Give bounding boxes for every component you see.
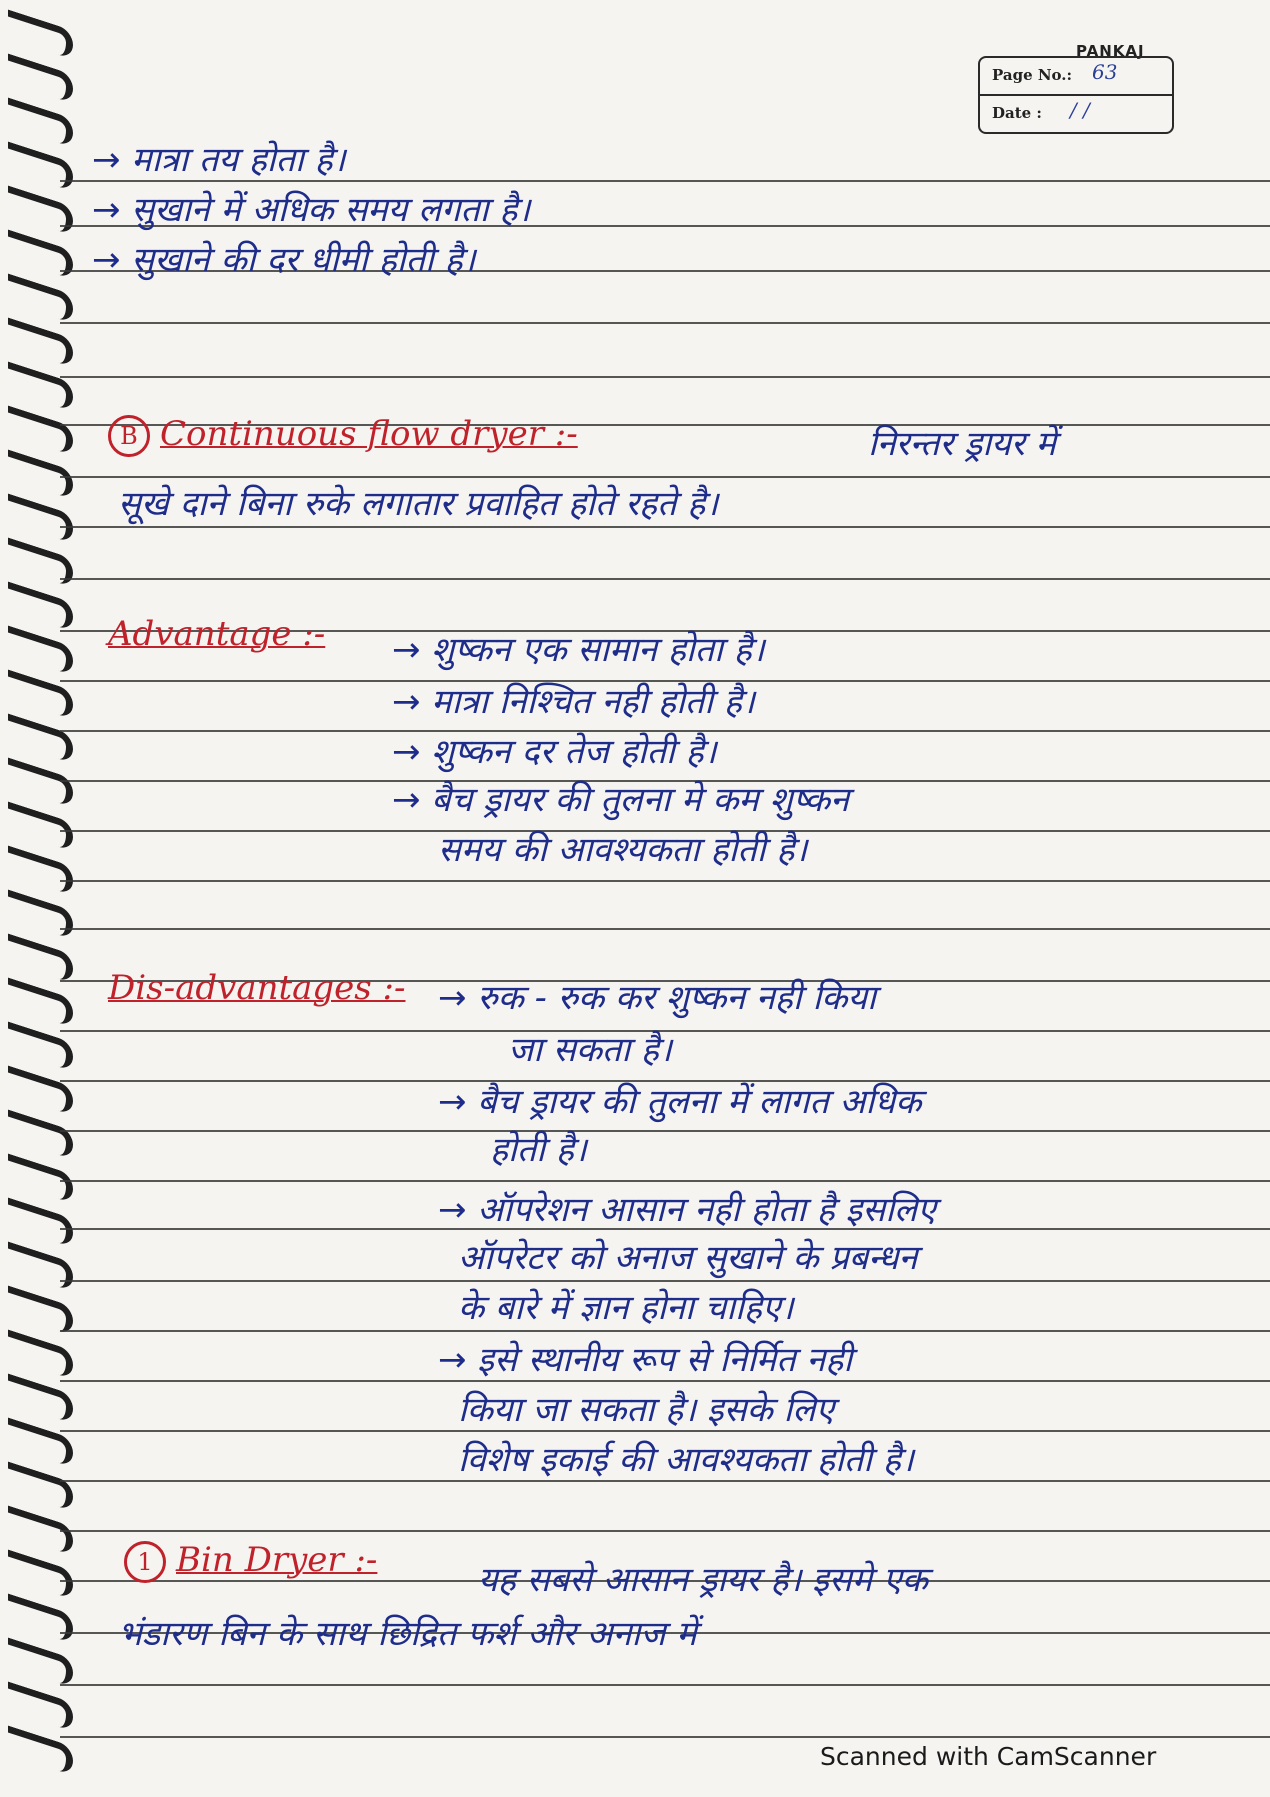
ruled-line [60,1430,1270,1432]
ruled-line [60,1736,1270,1738]
note-line: → इसे स्थानीय रूप से निर्मित नही [438,1340,853,1380]
spiral-coil [8,449,73,499]
spiral-coil [8,669,73,719]
note-line: निरन्तर ड्रायर में [868,424,1056,464]
spiral-coil [8,625,73,675]
spiral-coil [8,1109,73,1159]
spiral-coil [8,1417,73,1467]
note-line: → शुष्कन एक सामान होता है। [392,630,765,670]
spiral-coil [8,1285,73,1335]
note-line: → बैच ड्रायर की तुलना में लागत अधिक [438,1082,922,1122]
spiral-coil [8,317,73,367]
ruled-line [60,1280,1270,1282]
note-line: यह सबसे आसान ड्रायर है। इसमे एक [478,1560,928,1600]
note-line: → रुक - रुक कर शुष्कन नही किया [438,978,876,1018]
spiral-coil [8,581,73,631]
ruled-line [60,1380,1270,1382]
note-line: विशेष इकाई की आवश्यकता होती है। [458,1440,914,1480]
ruled-line [60,322,1270,324]
note-line: → बैच ड्रायर की तुलना मे कम शुष्कन [392,780,849,820]
section-b-heading-row [108,414,578,457]
spiral-coil [8,53,73,103]
note-line: होती है। [490,1130,587,1170]
spiral-coil [8,97,73,147]
ruled-line [60,1130,1270,1132]
spiral-coil [8,9,73,59]
ruled-line [60,578,1270,580]
spiral-coil [8,273,73,323]
page-no-label: Page No.: [992,66,1073,84]
notebook-brand: PANKAJ [1072,42,1149,60]
section-b-marker: B [108,415,150,457]
note-line: → ऑपरेशन आसान नही होता है इसलिए [438,1190,936,1230]
ruled-line [60,880,1270,882]
spiral-coil [8,1725,73,1775]
spiral-coil [8,757,73,807]
note-line: → सुखाने में अधिक समय लगता है। [92,190,531,230]
spiral-coil [8,405,73,455]
spiral-coil [8,1593,73,1643]
note-line: → मात्रा निश्चित नही होती है। [392,682,755,722]
note-line: → मात्रा तय होता है। [92,140,346,180]
spiral-coil [8,1153,73,1203]
note-line: सूखे दाने बिना रुके लगातार प्रवाहित होते रहते है। [118,484,719,524]
page-info-box [978,56,1174,134]
spiral-coil [8,1197,73,1247]
spiral-coil [8,1241,73,1291]
spiral-coil [8,1329,73,1379]
ruled-line [60,476,1270,478]
note-line: → शुष्कन दर तेज होती है। [392,732,717,772]
scanner-watermark: Scanned with CamScanner [820,1742,1157,1771]
spiral-coil [8,493,73,543]
spiral-coil [8,361,73,411]
spiral-coil [8,1549,73,1599]
ruled-line [60,180,1270,182]
advantage-heading: Advantage :- [108,614,326,654]
bin-dryer-heading: Bin Dryer :- [176,1540,378,1580]
spiral-coil [8,801,73,851]
ruled-line [60,376,1270,378]
spiral-coil [8,185,73,235]
disadvantage-heading: Dis-advantages :- [108,968,406,1008]
spiral-coil [8,537,73,587]
note-line: भंडारण बिन के साथ छिद्रित फर्श और अनाज में [118,1614,697,1654]
spiral-coil [8,141,73,191]
spiral-coil [8,713,73,763]
date-value: / / [1070,98,1090,122]
spiral-coil [8,229,73,279]
note-line: ऑपरेटर को अनाज सुखाने के प्रबन्धन [458,1238,918,1278]
ruled-line [60,1530,1270,1532]
date-label: Date : [992,104,1042,122]
ruled-line [60,1480,1270,1482]
section-b-heading: Continuous flow dryer :- [160,414,578,454]
note-line: समय की आवश्यकता होती है। [438,830,808,870]
page-no-value: 63 [1092,60,1118,84]
ruled-line [60,928,1270,930]
spiral-coil [8,1681,73,1731]
spiral-coil [8,845,73,895]
ruled-line [60,526,1270,528]
ruled-line [60,1180,1270,1182]
note-line: किया जा सकता है। इसके लिए [458,1390,835,1430]
bin-dryer-heading-row [124,1540,377,1583]
spiral-coil [8,1065,73,1115]
page-box-divider [980,94,1172,96]
spiral-coil [8,933,73,983]
spiral-coil [8,1461,73,1511]
ruled-line [60,1684,1270,1686]
spiral-coil [8,889,73,939]
bin-dryer-marker: 1 [124,1541,166,1583]
note-line: के बारे में ज्ञान होना चाहिए। [458,1288,794,1328]
ruled-line [60,1330,1270,1332]
spiral-coil [8,1637,73,1687]
note-line: → सुखाने की दर धीमी होती है। [92,240,476,280]
note-line: जा सकता है। [508,1030,672,1070]
spiral-coil [8,1021,73,1071]
spiral-coil [8,977,73,1027]
